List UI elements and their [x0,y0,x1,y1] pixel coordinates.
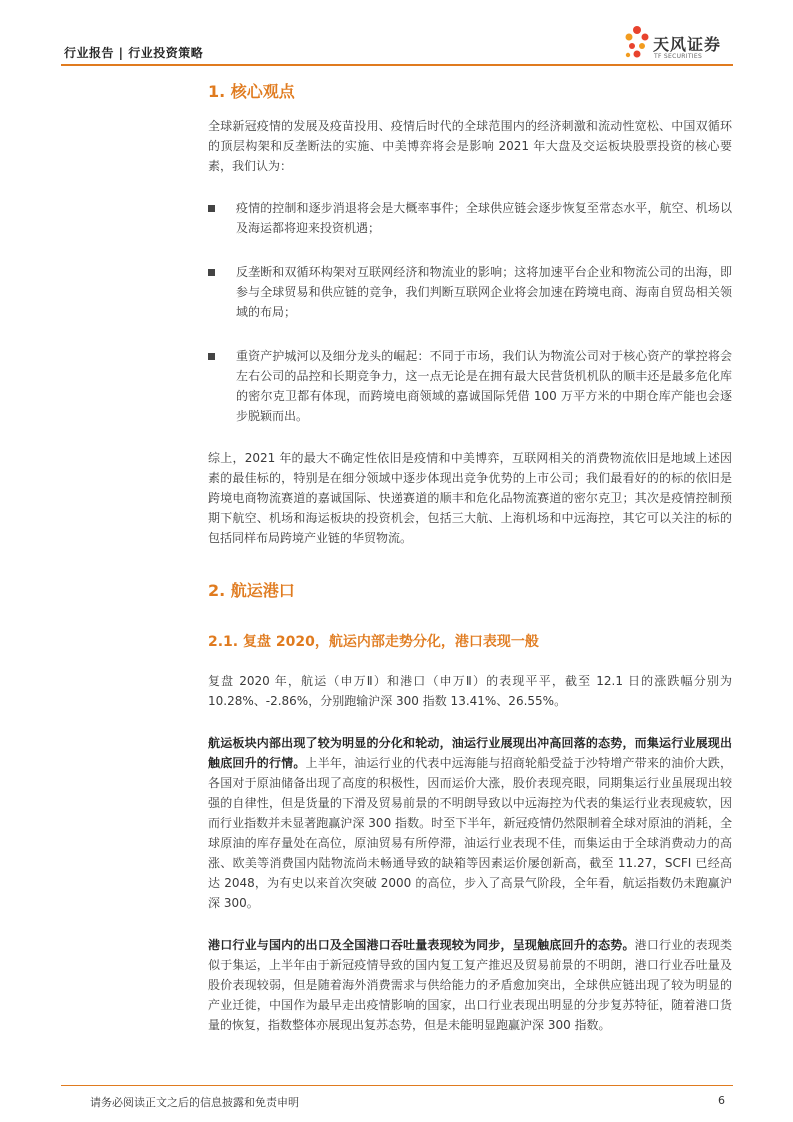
para3-lead: 港口行业与国内的出口及全国港口吞吐量表现较为同步，呈现触底回升的态势。 [208,938,635,952]
page-number: 6 [718,1094,725,1107]
footer-divider [61,1085,733,1086]
square-bullet-icon [208,353,215,360]
bullet-item [208,346,732,426]
section1-conclusion: 综上，2021 年的最大不确定性依旧是疫情和中美博弈，互联网相关的消费物流依旧是地域上述因素的最佳标的，特别是在细分领域中逐步体现出竞争优势的上市公司；我们最看好的的标的依旧是跨境电商物流赛道的嘉诚国际、快递赛道的顺丰和危化品物流赛道的密尔克卫；其次是疫情控制预期下航空、机场和海运板块的投资机会，包括三大航、上海机场和中远海控，其它可以关注的标的包括同样布局跨境产业链的华贸物流。 [208,451,732,545]
square-bullet-icon [208,205,215,212]
bullet-text: 反垄断和双循环构架对互联网经济和物流业的影响；这将加速平台企业和物流公司的出海，即参与全球贸易和供应链的竞争，我们判断互联网企业将会加速在跨境电商、海南自贸岛相关领域的布局； [236,265,732,319]
section2-para2 [208,733,732,913]
section2-1-title: 2.1. 复盘 2020，航运内部走势分化，港口表现一般 [208,634,539,650]
bullet-item [208,262,732,322]
logo-chinese-name: 天风证券 [653,35,722,54]
bullet-text: 重资产护城河以及细分龙头的崛起：不同于市场，我们认为物流公司对于核心资产的掌控将会左右公司的品控和长期竞争力，这一点无论是在拥有最大民营货机机队的顺丰还是最多危化库的密尔克卫都有体现，而跨境电商领域的嘉诚国际凭借 100 万平方米的中期仓库产能也会逐步脱颖而出。 [236,349,732,423]
footer-disclaimer: 请务必阅读正文之后的信息披露和免责申明 [90,1096,299,1109]
section2-para3 [208,935,732,1035]
section2-para1: 复盘 2020 年，航运（申万Ⅱ）和港口（申万Ⅱ）的表现平平，截至 12.1 日的涨跌幅分别为 10.28%、-2.86%，分别跑输沪深 300 指数 13.41%、26.55%。 [208,674,732,708]
header-divider [61,64,733,66]
company-logo [623,24,735,64]
square-bullet-icon [208,269,215,276]
para2-body: 上半年，油运行业的代表中远海能与招商轮船受益于沙特增产带来的油价大跌，各国对于原油储备出现了高度的积极性，因而运价大涨，股价表现亮眼，同期集运行业虽展现出较强的自律性，但是货量的下滑及贸易前景的不明朗导致以中远海控为代表的集运行业表现疲软，因而行业指数并未显著跑赢沪深 300 指数。时至下半年，新冠疫情仍然限制着全球对原油的消耗，全球原油的库存量处在高位，原油贸易有所停滞，油运行业表现不佳，而集运由于全球消费动力的高涨、欧美等消费国内陆物流尚未畅通导致的缺箱等因素运价屡创新高，截至 11.27，SCFI 已经高达 2048，为有史以来首次突破 2000 的高位，步入了高景气阶段，全年看，航运指数仍未跑赢沪深 300。 [208,756,732,910]
section1-title: 1. 核心观点 [208,82,295,101]
flower-logo-icon [623,24,651,64]
bullet-item [208,198,732,238]
para3-body: 港口行业的表现类似于集运，上半年由于新冠疫情导致的国内复工复产推迟及贸易前景的不明朗，港口行业吞吐量及股价表现较弱，但是随着海外消费需求与供给能力的矛盾愈加突出，全球供应链出现了较为明显的产业迁徙，中国作为最早走出疫情影响的国家，出口行业表现出明显的分步复苏特征，随着港口货量的恢复，指数整体亦展现出复苏态势，但是未能明显跑赢沪深 300 指数。 [208,938,732,1032]
logo-english-name: TF SECURITIES [654,53,703,60]
section1-intro: 全球新冠疫情的发展及疫苗投用、疫情后时代的全球范围内的经济刺激和流动性宽松、中国双循环的顶层构架和反垄断法的实施、中美博弈将会是影响 2021 年大盘及交运板块股票投资的核心要素，我们认为： [208,119,732,173]
report-body [208,75,732,1035]
para2-lead: 航运板块内部出现了较为明显的分化和轮动，油运行业展现出冲高回落的态势，而集运行业展现出触底回升的行情。 [208,736,732,770]
bullet-text: 疫情的控制和逐步消退将会是大概率事件；全球供应链会逐步恢复至常态水平，航空、机场以及海运都将迎来投资机遇； [236,201,732,235]
report-type-label: 行业报告 | 行业投资策略 [64,46,204,60]
section2-title: 2. 航运港口 [208,581,295,600]
